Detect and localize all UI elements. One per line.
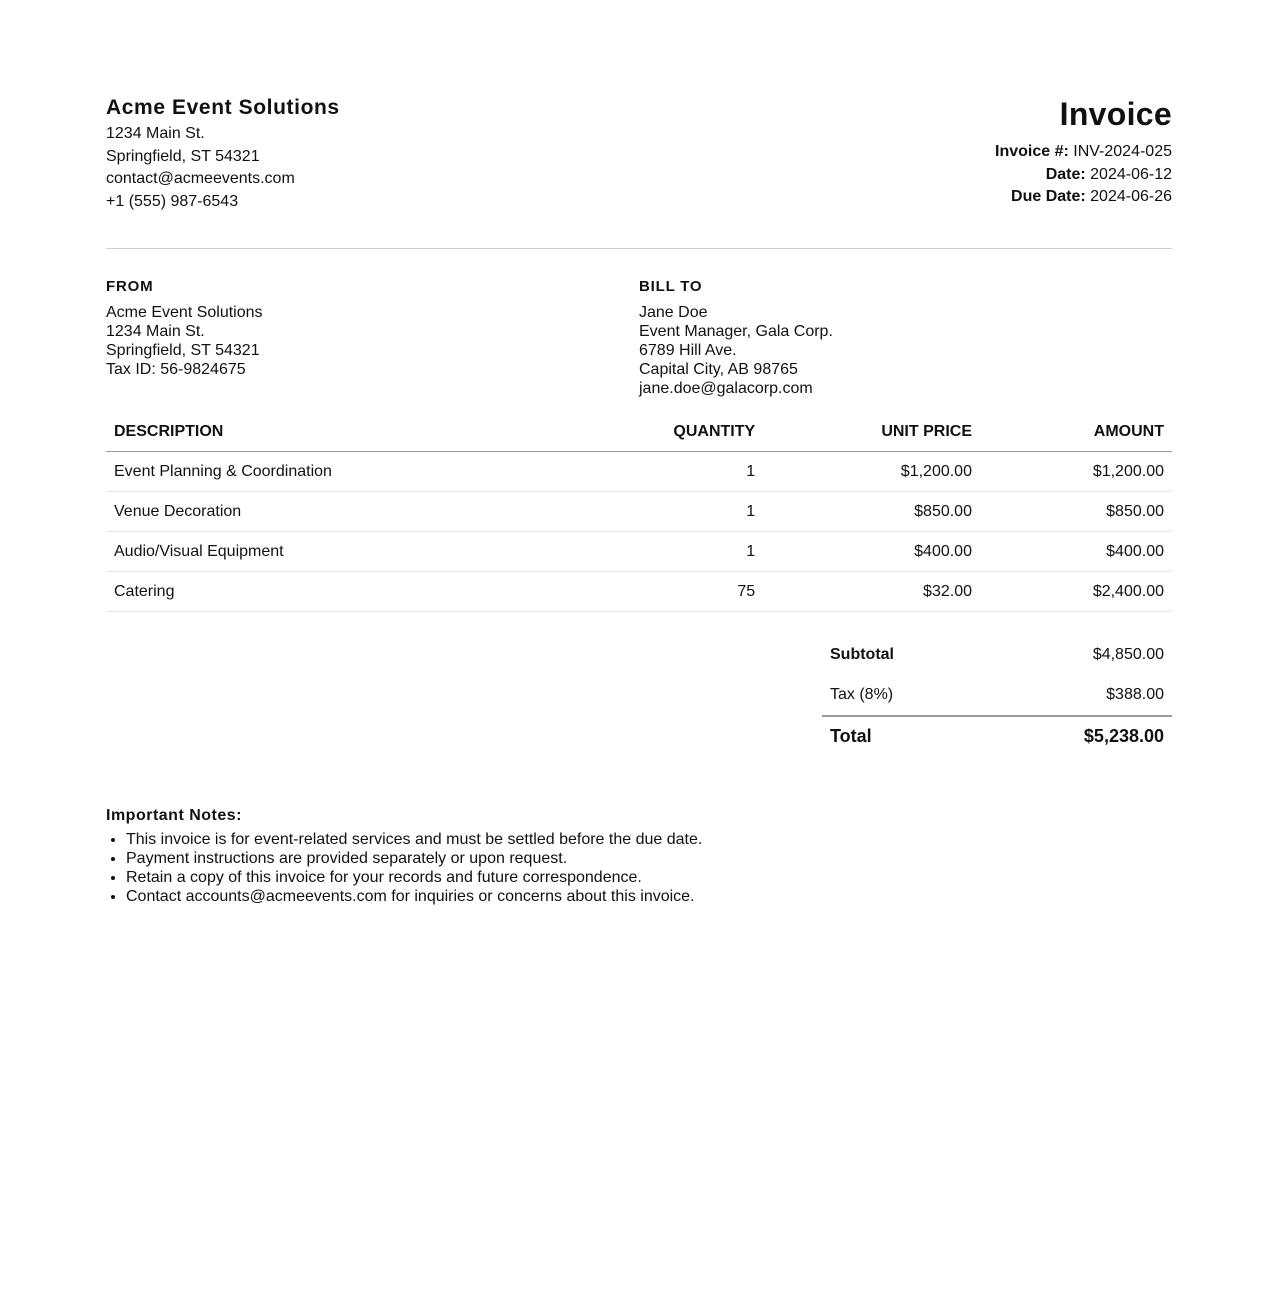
from-line: 1234 Main St.: [106, 323, 205, 340]
item-description: Audio/Visual Equipment: [106, 532, 576, 572]
table-row: [106, 452, 1172, 492]
from-section: [106, 277, 639, 399]
bill-to-section: [639, 277, 1172, 399]
header-description: DESCRIPTION: [106, 413, 576, 452]
invoice-due-date-label: Due Date:: [1011, 188, 1086, 206]
note-item: • This invoice is for event-related services and must be settled before the due date.: [126, 830, 1172, 849]
invoice-due-date: 2024-06-26: [1090, 188, 1172, 206]
total-row: [822, 715, 1172, 755]
invoice-date: 2024-06-12: [1090, 165, 1172, 183]
bill-to-email: jane.doe@galacorp.com: [639, 380, 813, 397]
header-quantity: QUANTITY: [576, 413, 764, 452]
line-items-table: [106, 413, 1172, 612]
header-amount: AMOUNT: [980, 413, 1172, 452]
invoice-date-label: Date:: [1045, 165, 1086, 183]
notes-list: [106, 830, 1172, 906]
from-tax-id: Tax ID: 56-9824675: [106, 361, 246, 378]
table-row: [106, 572, 1172, 612]
notes-section: [106, 805, 1172, 906]
tax-row: [822, 675, 1172, 715]
note-item: • Retain a copy of this invoice for your records and future correspondence.: [126, 868, 1172, 887]
item-quantity: 75: [576, 572, 764, 612]
bill-to-line: 6789 Hill Ave.: [639, 342, 737, 359]
company-info: [106, 94, 340, 213]
bill-to-line: Jane Doe: [639, 304, 708, 321]
subtotal-value: $4,850.00: [1092, 646, 1164, 663]
item-amount: $400.00: [980, 532, 1172, 572]
note-item: • Contact accounts@acmeevents.com for inquiries or concerns about this invoice.: [126, 887, 1172, 906]
invoice-due-date-line: [995, 186, 1172, 209]
table-row: [106, 492, 1172, 532]
item-unit-price: $1,200.00: [763, 452, 980, 492]
table-row: [106, 532, 1172, 572]
tax-label: Tax (8%): [830, 686, 894, 703]
invoice-page: [106, 94, 1172, 906]
from-line: Springfield, ST 54321: [106, 342, 260, 359]
item-description: Event Planning & Coordination: [106, 452, 576, 492]
parties-section: [106, 277, 1172, 399]
item-description: Catering: [106, 572, 576, 612]
bill-to-heading: BILL TO: [639, 278, 703, 295]
invoice-header: [106, 94, 1172, 249]
note-item: • Payment instructions are provided separately or upon request.: [126, 849, 1172, 868]
from-line: Acme Event Solutions: [106, 304, 263, 321]
invoice-number-label: Invoice #:: [995, 143, 1069, 160]
item-amount: $1,200.00: [980, 452, 1172, 492]
company-phone: +1 (555) 987-6543: [106, 192, 239, 210]
bill-to-line: Event Manager, Gala Corp.: [639, 323, 833, 340]
bill-to-line: Capital City, AB 98765: [639, 361, 798, 378]
total-value: $5,238.00: [1083, 725, 1164, 746]
from-heading: FROM: [106, 278, 154, 295]
item-quantity: 1: [576, 452, 764, 492]
header-unit-price: UNIT PRICE: [763, 413, 980, 452]
company-name: Acme Event Solutions: [106, 96, 340, 119]
item-quantity: 1: [576, 532, 764, 572]
company-email: contact@acmeevents.com: [106, 170, 295, 188]
company-address-line1: 1234 Main St.: [106, 125, 205, 142]
totals-section: [822, 635, 1172, 755]
invoice-title: Invoice: [1059, 96, 1172, 132]
item-unit-price: $400.00: [763, 532, 980, 572]
item-amount: $2,400.00: [980, 572, 1172, 612]
invoice-number: INV-2024-025: [1073, 143, 1172, 160]
tax-value: $388.00: [1106, 686, 1164, 703]
invoice-meta: [995, 94, 1172, 209]
subtotal-label: Subtotal: [830, 646, 894, 663]
item-amount: $850.00: [980, 492, 1172, 532]
invoice-date-line: [995, 164, 1172, 187]
subtotal-row: [822, 635, 1172, 675]
item-unit-price: $32.00: [763, 572, 980, 612]
item-description: Venue Decoration: [106, 492, 576, 532]
notes-heading: Important Notes:: [106, 807, 242, 824]
item-quantity: 1: [576, 492, 764, 532]
table-header-row: [106, 413, 1172, 452]
item-unit-price: $850.00: [763, 492, 980, 532]
invoice-number-line: [995, 141, 1172, 164]
company-address-line2: Springfield, ST 54321: [106, 147, 260, 165]
total-label: Total: [830, 725, 872, 746]
